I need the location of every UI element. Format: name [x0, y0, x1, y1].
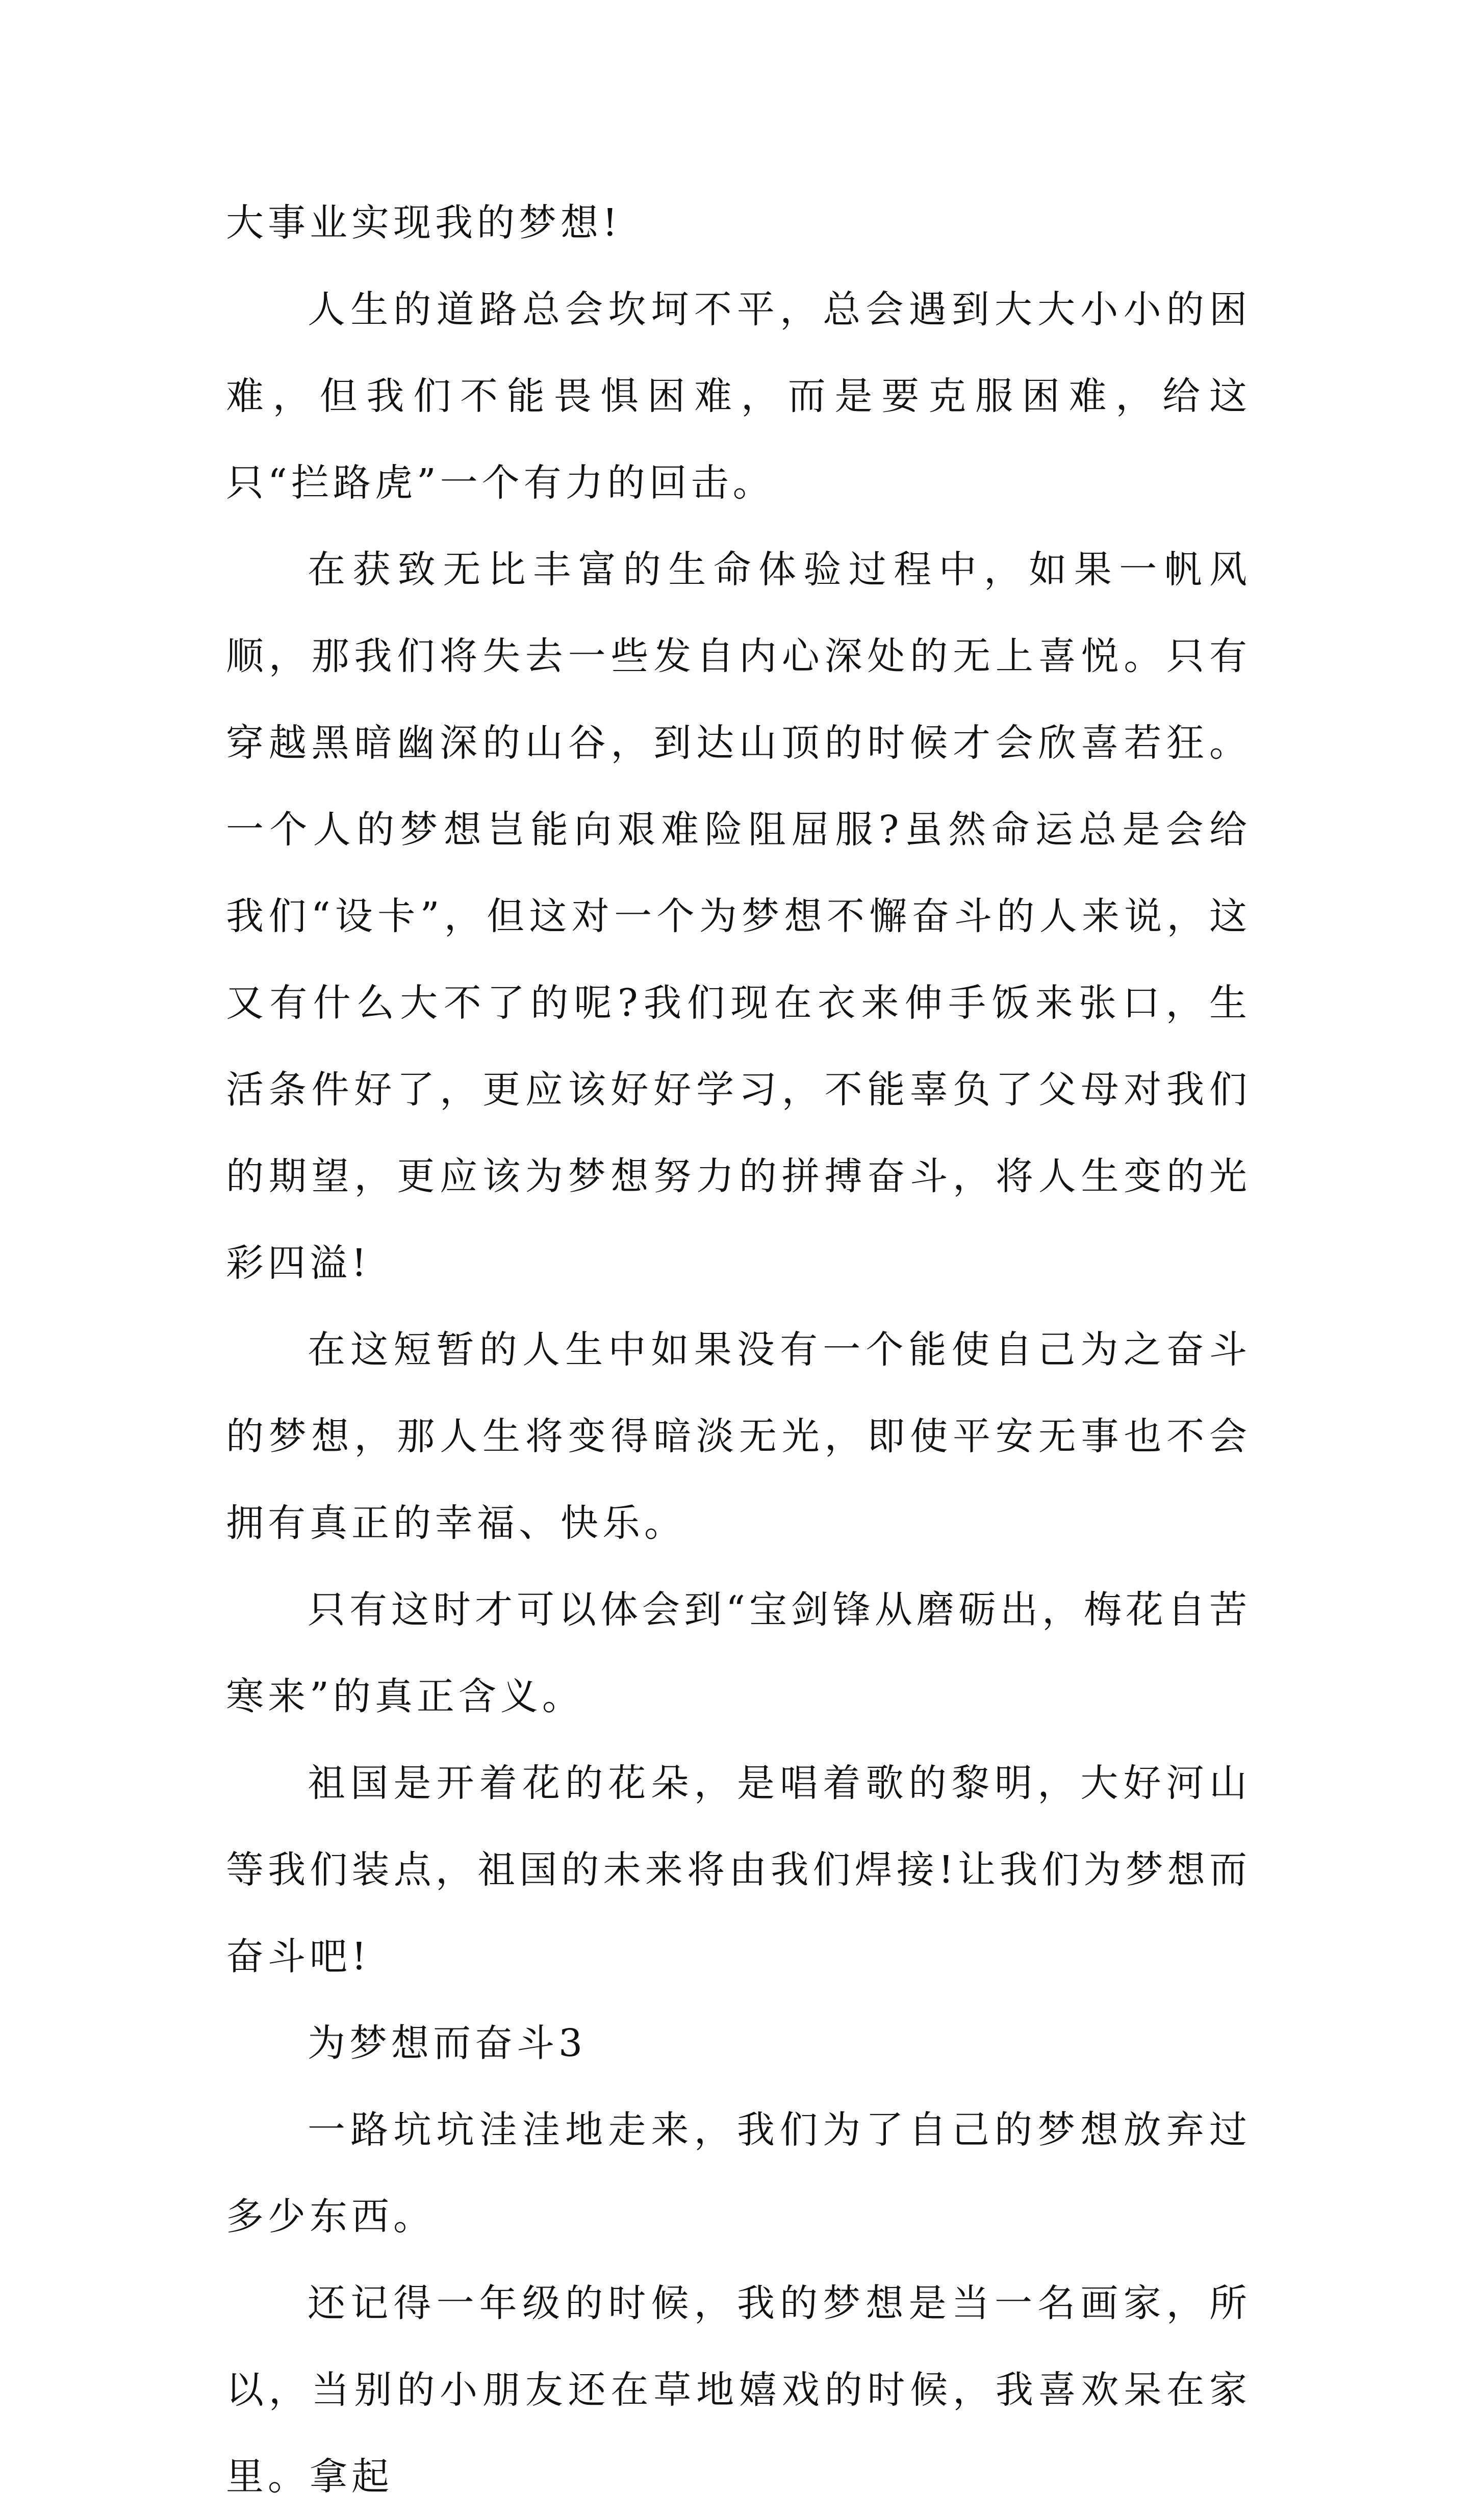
paragraph: 一路坑坑洼洼地走来，我们为了自己的梦想放弃过多少东西。: [226, 2108, 1251, 2239]
paragraph: 祖国是开着花的花朵，是唱着歌的黎明，大好河山等我们装点，祖国的未来将由我们焊接!让我们为梦想而奋斗吧!: [226, 1761, 1251, 1978]
paragraph: 人生的道路总会坎坷不平，总会遇到大大小小的困难，但我们不能畏惧困难，而是要克服困难，给这只“拦路虎”一个有力的回击。: [226, 288, 1251, 505]
paragraph-continuation: 大事业实现我的梦想!: [226, 201, 622, 245]
paragraph: 只有这时才可以体会到“宝剑锋从磨砺出，梅花自苦寒来”的真正含义。: [226, 1588, 1251, 1718]
section-heading: 为梦想而奋斗3: [308, 2021, 587, 2065]
paragraph: 在获致无比丰富的生命体验过程中，如果一帆风顺，那我们将失去一些发自内心深处的无上喜悦。只有穿越黑暗幽深的山谷，到达山顶的时候才会欣喜若狂。一个人的梦想岂能向艰难险阻屈服?虽然命运总是会给我们“设卡”，但这对一个为梦想不懈奋斗的人来说，这又有什么大不了的呢?我们现在衣来伸手饭来张口，生活条件好了，更应该好好学习，不能辜负了父母对我们的期望，更应该为梦想努力的拼搏奋斗，将人生变的光彩四溢!: [226, 548, 1251, 1285]
paragraph: 还记得一年级的时候，我的梦想是当一名画家，所以，当别的小朋友还在草地嬉戏的时候，我喜欢呆在家里。拿起: [226, 2281, 1251, 2499]
paragraph: 在这短暂的人生中如果没有一个能使自己为之奋斗的梦想，那人生将变得暗淡无光，即使平安无事也不会拥有真正的幸福、快乐。: [226, 1328, 1251, 1545]
document-body: [226, 179, 1251, 2520]
